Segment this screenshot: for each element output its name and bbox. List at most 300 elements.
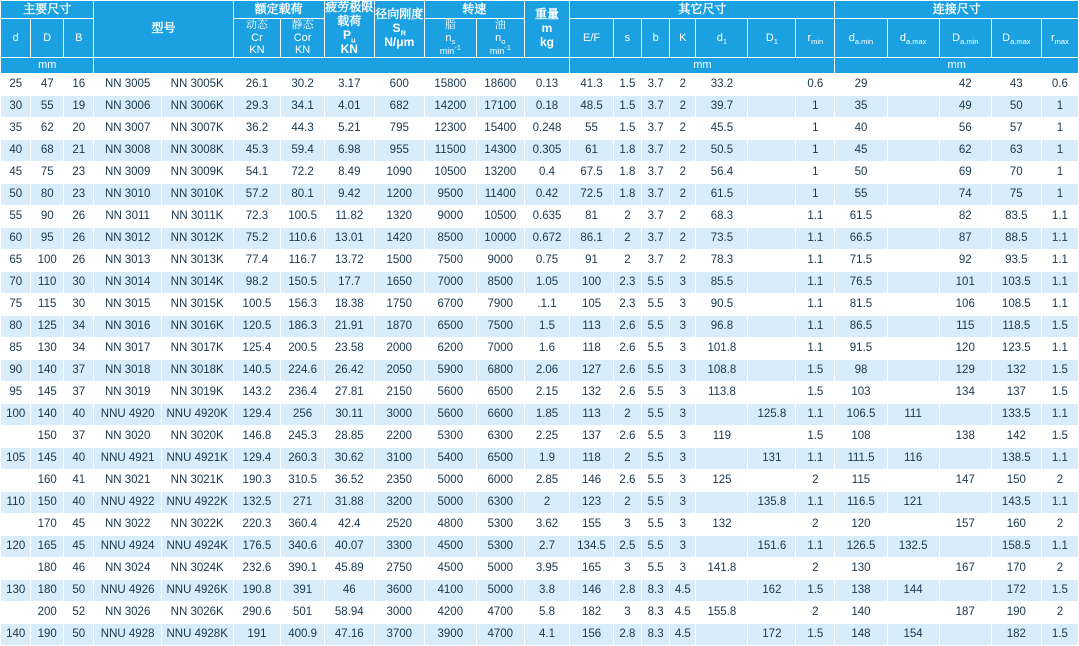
table-cell (748, 117, 796, 139)
table-cell: NN 3015K (161, 293, 233, 315)
table-cell: 7500 (424, 249, 476, 271)
table-cell: 29.3 (233, 95, 281, 117)
table-cell: 35 (1, 117, 31, 139)
table-cell: 90 (1, 359, 31, 381)
table-cell: 5000 (424, 491, 476, 513)
table-cell: 18.38 (324, 293, 374, 315)
table-row (1, 95, 1079, 117)
table-cell (887, 557, 939, 579)
table-cell: 795 (374, 117, 424, 139)
table-cell: 5.5 (642, 293, 670, 315)
table-cell: 98 (835, 359, 887, 381)
table-cell: 1.8 (613, 161, 641, 183)
table-body (1, 73, 1079, 645)
table-cell: 30 (64, 271, 94, 293)
table-cell: 390.1 (281, 557, 324, 579)
table-cell: 2 (1041, 513, 1078, 535)
table-cell: 2050 (374, 359, 424, 381)
table-cell: 68.3 (696, 205, 748, 227)
table-cell: 5.5 (642, 557, 670, 579)
table-cell: 2200 (374, 425, 424, 447)
table-cell: 100 (570, 271, 613, 293)
table-cell: 1.85 (524, 403, 570, 425)
unit-connection-dimensions: mm (835, 57, 1079, 73)
table-cell: 5.5 (642, 315, 670, 337)
table-cell: 6800 (476, 359, 524, 381)
table-cell: 176.5 (233, 535, 281, 557)
table-cell: 3100 (374, 447, 424, 469)
table-cell: 3.17 (324, 73, 374, 95)
table-cell: 5900 (424, 359, 476, 381)
col-D1-sub: 1 (773, 36, 778, 46)
table-cell: 3.7 (642, 205, 670, 227)
table-cell: 6.98 (324, 139, 374, 161)
table-cell: 57.2 (233, 183, 281, 205)
table-cell: 31.88 (324, 491, 374, 513)
col-rmax-sub: max (1054, 36, 1069, 46)
col-rmin-sub: min (811, 36, 824, 46)
table-cell: 5000 (476, 557, 524, 579)
table-cell: 1.1 (796, 491, 835, 513)
table-cell: 1.1 (796, 205, 835, 227)
table-cell (748, 557, 796, 579)
table-cell: 45 (64, 535, 94, 557)
table-cell (887, 183, 939, 205)
table-cell: 132.5 (233, 491, 281, 513)
table-cell: NNU 4924 (94, 535, 161, 557)
table-cell: 1.5 (613, 73, 641, 95)
table-cell: 148 (835, 623, 887, 645)
table-cell: 50 (835, 161, 887, 183)
col-Da-min-sub: a.min (960, 36, 979, 46)
table-cell: 0.6 (1041, 73, 1078, 95)
col-oil-speed (476, 19, 524, 58)
table-cell: NN 3019K (161, 381, 233, 403)
table-cell: 3000 (374, 403, 424, 425)
table-cell: NN 3018K (161, 359, 233, 381)
table-cell: 50 (64, 623, 94, 645)
table-cell: 41 (64, 469, 94, 491)
table-cell: 3.8 (524, 579, 570, 601)
table-cell: 10000 (476, 227, 524, 249)
table-cell: 3.95 (524, 557, 570, 579)
table-cell: 3 (670, 359, 696, 381)
col-da-min: $d_{a.min}$ (835, 19, 887, 58)
table-cell: 65 (1, 249, 31, 271)
oil-unit: $\min^{-1}$ (489, 43, 511, 57)
table-cell: 100.5 (233, 293, 281, 315)
table-cell: 154 (887, 623, 939, 645)
table-cell: 110 (1, 491, 31, 513)
table-cell: NN 3008K (161, 139, 233, 161)
table-cell: 182 (570, 601, 613, 623)
table-cell: 160 (31, 469, 64, 491)
table-cell: 41.3 (570, 73, 613, 95)
table-row (1, 447, 1079, 469)
table-cell: 8.3 (642, 623, 670, 645)
static-symbol: Cor (293, 31, 312, 44)
table-cell: 5.5 (642, 337, 670, 359)
table-cell: 42 (939, 73, 991, 95)
table-cell: 151.6 (748, 535, 796, 557)
col-K: K (670, 19, 696, 58)
table-cell: 63 (991, 139, 1041, 161)
table-cell: 0.4 (524, 161, 570, 183)
static-unit: KN (294, 44, 311, 57)
table-cell: 47.16 (324, 623, 374, 645)
table-cell: 40 (64, 491, 94, 513)
table-cell: 90 (31, 205, 64, 227)
table-cell (939, 579, 991, 601)
table-cell: 6200 (424, 337, 476, 359)
table-cell: 14300 (476, 139, 524, 161)
table-cell: 86.1 (570, 227, 613, 249)
table-cell: 78.3 (696, 249, 748, 271)
table-cell: 95 (1, 381, 31, 403)
table-cell: 1.5 (796, 579, 835, 601)
table-cell: 1.1 (796, 227, 835, 249)
table-cell: NNU 4928 (94, 623, 161, 645)
table-cell: 120 (835, 513, 887, 535)
table-cell: NNU 4926 (94, 579, 161, 601)
table-cell: NN 3016K (161, 315, 233, 337)
table-cell: 100 (1, 403, 31, 425)
table-cell (748, 381, 796, 403)
col-D1: $D_1$ (748, 19, 796, 58)
table-cell: 8500 (424, 227, 476, 249)
table-cell: 4500 (424, 535, 476, 557)
table-cell: NN 3012 (94, 227, 161, 249)
table-cell: 111.5 (835, 447, 887, 469)
weight-label: 重量 (535, 7, 560, 22)
table-cell (887, 161, 939, 183)
table-cell: 220.3 (233, 513, 281, 535)
table-cell: 130 (835, 557, 887, 579)
table-cell: 3.7 (642, 95, 670, 117)
table-cell: 134 (939, 381, 991, 403)
table-cell: 180 (31, 557, 64, 579)
table-cell: NN 3021 (94, 469, 161, 491)
table-cell: 75 (31, 161, 64, 183)
table-cell: 1.1 (796, 337, 835, 359)
table-cell: 0.42 (524, 183, 570, 205)
table-cell: 2 (670, 73, 696, 95)
table-cell: 360.4 (281, 513, 324, 535)
table-cell: 40 (1, 139, 31, 161)
col-Da-max-sub: a.max (1010, 36, 1031, 46)
table-cell: 5300 (476, 513, 524, 535)
header-group-row (1, 1, 1079, 19)
table-cell: 37 (64, 425, 94, 447)
table-cell: NN 3020K (161, 425, 233, 447)
col-EF: E/F (570, 19, 613, 58)
table-cell: 8500 (476, 271, 524, 293)
table-cell: 72.3 (233, 205, 281, 227)
table-cell: 3 (670, 271, 696, 293)
table-cell: 13.01 (324, 227, 374, 249)
table-cell: 140 (1, 623, 31, 645)
table-row (1, 73, 1079, 95)
table-cell: 66.5 (835, 227, 887, 249)
table-cell: 6300 (476, 425, 524, 447)
table-cell: 116.7 (281, 249, 324, 271)
table-cell: 156.3 (281, 293, 324, 315)
table-cell: 2 (613, 227, 641, 249)
col-d: d (1, 19, 31, 58)
table-cell: 115 (835, 469, 887, 491)
table-cell: NN 3013 (94, 249, 161, 271)
table-cell: 1.1 (796, 447, 835, 469)
table-cell: 42.4 (324, 513, 374, 535)
table-cell: 147 (939, 469, 991, 491)
table-cell: 86.5 (835, 315, 887, 337)
table-cell: 43 (991, 73, 1041, 95)
table-cell: 2 (670, 249, 696, 271)
stiffness-label: 径向刚度 (375, 7, 424, 22)
table-cell: 1.1 (796, 271, 835, 293)
table-cell: 6600 (476, 403, 524, 425)
table-row (1, 579, 1079, 601)
table-cell: 108.8 (696, 359, 748, 381)
table-cell: 12300 (424, 117, 476, 139)
table-cell: 2 (1041, 469, 1078, 491)
table-cell (1, 601, 31, 623)
table-cell: .1.1 (524, 293, 570, 315)
table-cell: 0.672 (524, 227, 570, 249)
table-row (1, 293, 1079, 315)
unit-other-dimensions: mm (570, 57, 835, 73)
table-cell: 68 (31, 139, 64, 161)
table-cell: 501 (281, 601, 324, 623)
col-d1-sub: 1 (722, 36, 728, 46)
col-da-min-sub: a.min (854, 36, 874, 46)
table-cell: 3.7 (642, 183, 670, 205)
col-Da-max: $D_{a.max}$ (991, 19, 1041, 58)
header-unit-row (1, 57, 1079, 73)
col-Da-min: $D_{a.min}$ (939, 19, 991, 58)
table-cell: 125 (696, 469, 748, 491)
table-cell (939, 623, 991, 645)
table-cell: 391 (281, 579, 324, 601)
table-cell: 87 (939, 227, 991, 249)
table-cell: 3000 (374, 601, 424, 623)
table-cell: 190 (991, 601, 1041, 623)
table-cell: 106 (939, 293, 991, 315)
table-cell: 5.5 (642, 535, 670, 557)
table-cell (887, 337, 939, 359)
table-cell (748, 513, 796, 535)
table-cell: 61.5 (696, 183, 748, 205)
table-cell: NN 3011K (161, 205, 233, 227)
table-cell: 125 (31, 315, 64, 337)
table-row (1, 205, 1079, 227)
table-cell: NN 3009 (94, 161, 161, 183)
col-dynamic-load (233, 19, 281, 58)
table-cell: 30.62 (324, 447, 374, 469)
table-cell (887, 205, 939, 227)
table-cell: 10500 (476, 205, 524, 227)
col-rmax: $r_{max}$ (1041, 19, 1078, 58)
table-cell: 144 (887, 579, 939, 601)
table-cell: 1 (796, 183, 835, 205)
table-row (1, 139, 1079, 161)
table-cell: 5.5 (642, 425, 670, 447)
unit-main-dimensions: mm (1, 57, 94, 73)
table-cell (748, 227, 796, 249)
table-cell: 5.5 (642, 469, 670, 491)
table-cell: 45.89 (324, 557, 374, 579)
table-cell: 121 (887, 491, 939, 513)
table-cell: 140 (31, 403, 64, 425)
table-cell: 20 (64, 117, 94, 139)
table-cell: 110.6 (281, 227, 324, 249)
table-cell: 3 (670, 557, 696, 579)
table-cell: 3 (670, 513, 696, 535)
table-cell: 6500 (476, 447, 524, 469)
table-cell: 62 (939, 139, 991, 161)
table-cell: NN 3017 (94, 337, 161, 359)
table-cell: 140 (31, 359, 64, 381)
table-cell: 1.5 (1041, 579, 1078, 601)
table-cell: 1.5 (524, 315, 570, 337)
table-cell: NN 3014K (161, 271, 233, 293)
table-cell: 146 (570, 579, 613, 601)
table-cell: 137 (991, 381, 1041, 403)
grease-unit: $\min^{-1}$ (439, 43, 461, 57)
table-cell: 3.7 (642, 249, 670, 271)
table-cell: 95 (31, 227, 64, 249)
table-cell: 9000 (476, 249, 524, 271)
table-cell: 1420 (374, 227, 424, 249)
table-cell: 2750 (374, 557, 424, 579)
table-cell: 67.5 (570, 161, 613, 183)
table-cell: 132 (991, 359, 1041, 381)
table-cell: 21.91 (324, 315, 374, 337)
table-cell: 1 (1041, 117, 1078, 139)
table-cell: 130 (1, 579, 31, 601)
table-cell: 256 (281, 403, 324, 425)
table-cell: NN 3007K (161, 117, 233, 139)
table-cell (748, 425, 796, 447)
table-cell: NN 3010 (94, 183, 161, 205)
table-cell: 140 (835, 601, 887, 623)
table-cell: 45 (1, 161, 31, 183)
dynamic-symbol: Cr (251, 31, 263, 44)
table-cell: 71.5 (835, 249, 887, 271)
table-cell: 7900 (476, 293, 524, 315)
group-connection-dimensions: 连接尺寸 (835, 1, 1079, 19)
table-cell: NN 3010K (161, 183, 233, 205)
table-cell: 2.3 (613, 293, 641, 315)
table-cell: 2.8 (613, 623, 641, 645)
table-cell: 26 (64, 249, 94, 271)
table-cell: 93.5 (991, 249, 1041, 271)
table-cell: 29 (835, 73, 887, 95)
table-cell: 116.5 (835, 491, 887, 513)
table-cell: 80 (31, 183, 64, 205)
table-cell: 5.5 (642, 271, 670, 293)
table-cell: 46 (324, 579, 374, 601)
table-cell: 682 (374, 95, 424, 117)
table-cell: 105 (570, 293, 613, 315)
table-cell: 5.8 (524, 601, 570, 623)
table-cell: NN 3007 (94, 117, 161, 139)
table-cell: 23 (64, 161, 94, 183)
table-row (1, 535, 1079, 557)
table-cell: 77.4 (233, 249, 281, 271)
table-cell: 4.01 (324, 95, 374, 117)
table-cell: 129 (939, 359, 991, 381)
table-cell: 56 (939, 117, 991, 139)
table-cell: 18600 (476, 73, 524, 95)
table-cell: 26.1 (233, 73, 281, 95)
table-cell: 1.5 (1041, 425, 1078, 447)
table-cell: 138 (939, 425, 991, 447)
table-cell: 160 (991, 513, 1041, 535)
table-cell: 110 (31, 271, 64, 293)
table-cell (939, 447, 991, 469)
table-cell: 1 (796, 117, 835, 139)
col-da-max: $d_{a.max}$ (887, 19, 939, 58)
table-cell: 400.9 (281, 623, 324, 645)
table-row (1, 271, 1079, 293)
table-cell: 52 (64, 601, 94, 623)
table-cell: NN 3017K (161, 337, 233, 359)
table-cell: 1.5 (796, 623, 835, 645)
table-cell: 8.3 (642, 579, 670, 601)
table-cell: NN 3011 (94, 205, 161, 227)
table-cell: 133.5 (991, 403, 1041, 425)
table-cell (939, 403, 991, 425)
fatigue-symbol-sub: u (351, 35, 356, 45)
table-cell: 3 (670, 293, 696, 315)
table-cell: 19 (64, 95, 94, 117)
group-model: 型号 (94, 1, 233, 58)
table-cell: 2 (670, 205, 696, 227)
table-cell: NNU 4928K (161, 623, 233, 645)
table-cell: 155 (570, 513, 613, 535)
table-cell: 85 (1, 337, 31, 359)
table-cell: 61.5 (835, 205, 887, 227)
table-cell (887, 381, 939, 403)
table-cell: NN 3009K (161, 161, 233, 183)
table-cell: 58.94 (324, 601, 374, 623)
table-cell: 55 (835, 183, 887, 205)
table-row (1, 227, 1079, 249)
table-cell: 162 (748, 579, 796, 601)
table-cell: 191 (233, 623, 281, 645)
table-cell: 125.8 (748, 403, 796, 425)
table-cell: 1.1 (1041, 205, 1078, 227)
table-cell: 4.5 (670, 623, 696, 645)
table-cell: NN 3008 (94, 139, 161, 161)
table-cell: 5.5 (642, 403, 670, 425)
table-header (1, 1, 1079, 74)
table-cell: 1.1 (1041, 293, 1078, 315)
table-cell (887, 469, 939, 491)
table-cell: 2.3 (613, 271, 641, 293)
table-cell: 190 (31, 623, 64, 645)
table-cell: 34.1 (281, 95, 324, 117)
table-cell: 245.3 (281, 425, 324, 447)
table-cell: 4200 (424, 601, 476, 623)
table-cell (696, 623, 748, 645)
table-cell: 2.6 (613, 469, 641, 491)
table-cell: 7000 (424, 271, 476, 293)
table-cell (887, 293, 939, 315)
table-cell: 2.25 (524, 425, 570, 447)
table-cell: 1.1 (1041, 403, 1078, 425)
